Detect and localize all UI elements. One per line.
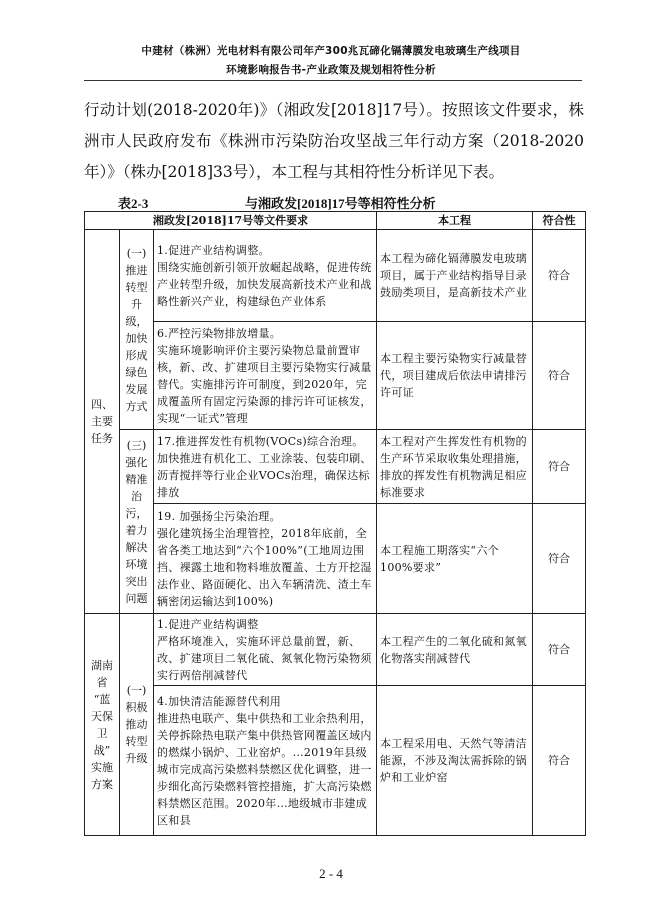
table-row <box>85 322 586 430</box>
subgroup-label-cell: (一) 积极 推动 转型 升级 <box>120 614 154 836</box>
requirement-cell: 6.严控污染物排放增量。 实施环境影响评价主要污染物总量前置审核，新、改、扩建项目主要污染物实行减量替代。实施排污许可制度，到2020年，完成覆盖所有固定污染源的排污许可证核发，实现“一证式”管理 <box>154 322 377 430</box>
table-row <box>85 686 586 836</box>
project-cell: 本工程采用电、天然气等清洁能源，不涉及淘汰需拆除的锅炉和工业炉窑 <box>377 686 533 836</box>
requirement-cell: 17.推进挥发性有机物(VOCs)综合治理。 加快推进有机化工、工业涂装、包装印刷、沥青搅拌等行业企业VOCs治理，确保达标排放 <box>154 430 377 504</box>
subgroup-label-cell: (三) 强化 精准 治 污， 着力 解决 环境 突出 问题 <box>120 430 154 614</box>
project-cell: 本工程对产生挥发性有机物的生产环节采取收集处理措施，排放的挥发性有机物满足相应标准要求 <box>377 430 533 504</box>
header-title-line2: 环境影响报告书-产业政策及规划相符性分析 <box>226 64 436 76</box>
project-cell: 本工程产生的二氧化硫和氮氧化物落实削减替代 <box>377 614 533 686</box>
header-title-line1: 中建材（株洲）光电材料有限公司年产300兆瓦碲化镉薄膜发电玻璃生产线项目 <box>141 45 521 57</box>
compliance-cell: 符合 <box>533 430 586 504</box>
table-number: 表2-3 <box>118 196 149 211</box>
table-title: 与湘政发[2018]17号等相符性分析 <box>245 196 436 211</box>
table-row <box>85 504 586 614</box>
compliance-table <box>84 211 586 836</box>
table-header-row <box>85 212 586 230</box>
header-project: 本工程 <box>377 212 533 230</box>
subgroup-label-cell: (一) 推进 转型 升 级， 加快 形成 绿色 发展 方式 <box>120 230 154 430</box>
header-divider <box>84 80 582 81</box>
header-compliance: 符合性 <box>533 212 586 230</box>
requirement-cell: 19. 加强扬尘污染治理。 强化建筑扬尘治理管控，2018年底前，全省各类工地达到“六个100%”(工地周边围挡、裸露土地和物料堆放覆盖、土方开挖湿法作业、路面硬化、出入车辆清洗、渣土车辆密闭运输达到100%) <box>154 504 377 614</box>
main-task-cell: 湖南 省 “蓝 天保 卫 战” 实施 方案 <box>85 614 120 836</box>
table-row <box>85 430 586 504</box>
compliance-cell: 符合 <box>533 504 586 614</box>
main-task-cell: 四、 主要 任务 <box>85 230 120 614</box>
project-cell: 本工程施工期落实“六个100%要求” <box>377 504 533 614</box>
header-requirement: 湘政发[2018]17号等文件要求 <box>85 212 377 230</box>
requirement-cell: 1.促进产业结构调整。 围绕实施创新引领开放崛起战略，促进传统产业转型升级，加快发展高新技术产业和战略性新兴产业，构建绿色产业体系 <box>154 230 377 322</box>
compliance-cell: 符合 <box>533 686 586 836</box>
requirement-cell: 1.促进产业结构调整 严格环境准入，实施环评总量前置，新、改、扩建项目二氧化硫、氮氧化物污染物须实行两倍削减替代 <box>154 614 377 686</box>
page-number: 2 - 4 <box>319 866 343 881</box>
compliance-cell: 符合 <box>533 322 586 430</box>
table-row <box>85 230 586 322</box>
project-cell: 本工程主要污染物实行减量替代，项目建成后依法申请排污许可证 <box>377 322 533 430</box>
table-row <box>85 614 586 686</box>
requirement-cell: 4.加快清洁能源替代利用 推进热电联产、集中供热和工业余热利用，关停拆除热电联产集中供热管网覆盖区域内的燃煤小锅炉、工业窑炉。…2019年县级城市完成高污染燃料禁燃区优化调整，进一步细化高污染燃料管控措施，扩大高污染燃料禁燃区范围。2020年…地级城市非建成区和县 <box>154 686 377 836</box>
intro-paragraph: 行动计划(2018-2020年)》（湘政发[2018]17号）。按照该文件要求，株洲市人民政府发布《株洲市污染防治攻坚战三年行动方案（2018-2020年）》（株办[2018]33号），本工程与其相符性分析详见下表。 <box>84 101 584 181</box>
compliance-cell: 符合 <box>533 230 586 322</box>
project-cell: 本工程为碲化镉薄膜发电玻璃项目，属于产业结构指导目录鼓励类项目，是高新技术产业 <box>377 230 533 322</box>
compliance-cell: 符合 <box>533 614 586 686</box>
